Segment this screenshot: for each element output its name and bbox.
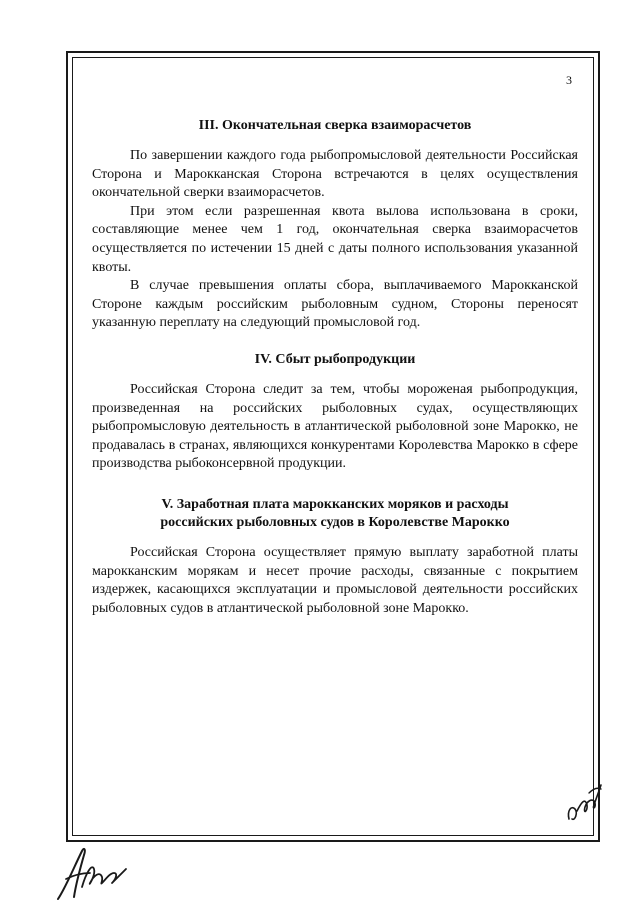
section-5-paragraph-1: Российская Сторона осуществляет прямую выплату заработной платы марокканским морякам и несет прочие расходы, связанные с покрытием издержек, касающихся эксплуатации и промысловой деятельности российских рыболовных судов в атлантической рыболовной зоне Марокко. [92, 544, 578, 616]
handwritten-initials-icon [563, 775, 607, 825]
handwritten-signature-icon [52, 843, 130, 901]
section-5-title-line-1: V. Заработная плата марокканских моряков и расходы [161, 496, 509, 512]
section-5-title-line-2: российских рыболовных судов в Королевстве Марокко [160, 514, 510, 530]
section-3-paragraph-1: По завершении каждого года рыбопромысловой деятельности Российская Сторона и Марокканская Сторона встречаются в целях осуществления окончательной сверки взаиморасчетов. [92, 148, 578, 201]
section-3-paragraph-3: В случае превышения оплаты сбора, выплачиваемого Марокканской Стороне каждым российским рыболовным судном, Стороны переносят указанную переплату на следующий промысловой год. [92, 278, 578, 331]
page-number: 3 [566, 73, 572, 87]
section-5-title [92, 496, 578, 532]
section-3-title: III. Окончательная сверка взаиморасчетов [198, 118, 472, 133]
document-body [92, 117, 578, 618]
section-4-title: IV. Сбыт рыбопродукции [254, 351, 416, 367]
section-3-paragraph-2: При этом если разрешенная квота вылова использована в сроки, составляющие менее чем 1 год, окончательная сверка взаиморасчетов осуществляется по истечении 15 дней с даты полного использования указанной квоты. [92, 203, 578, 275]
section-4-paragraph-1: Российская Сторона следит за тем, чтобы мороженая рыбопродукция, произведенная на российских рыболовных судах, осуществляющих рыбопромысловую деятельность в атлантической рыболовной зоне Марокко, не продавалась в странах, являющихся конкурентами Королевства Марокко в сфере производства рыбоконсервной продукции. [92, 381, 578, 472]
